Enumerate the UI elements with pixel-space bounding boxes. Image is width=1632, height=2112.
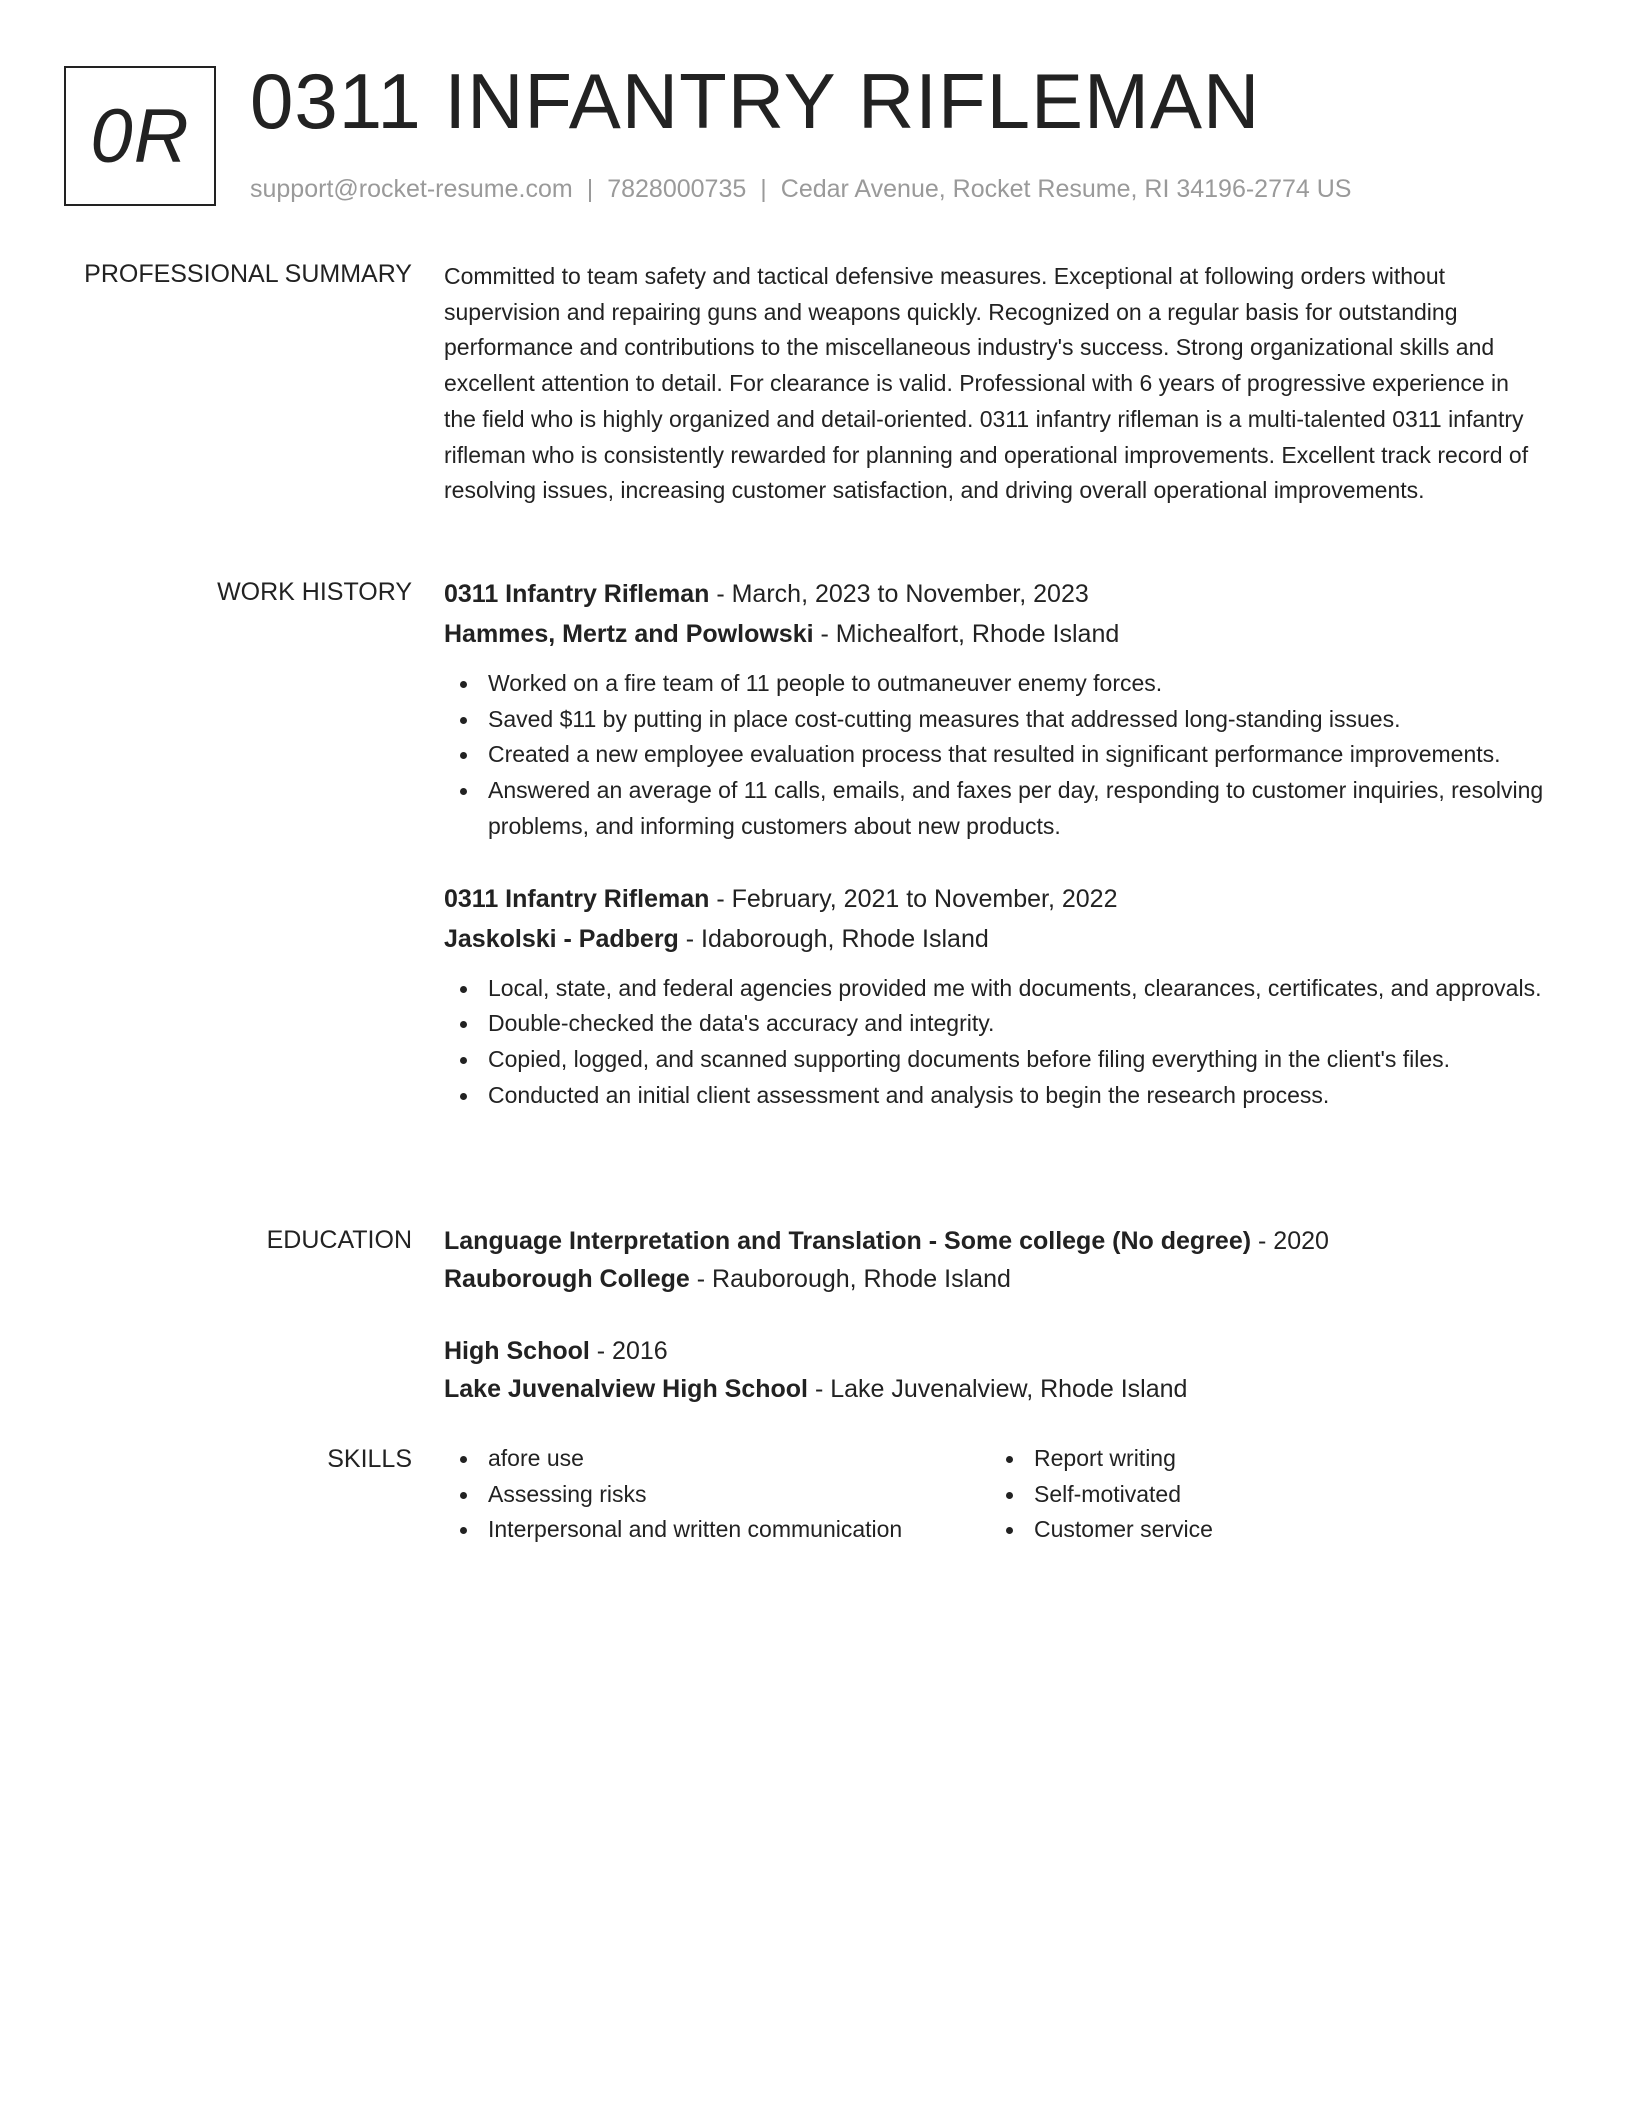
job-title: 0311 Infantry Rifleman bbox=[444, 884, 710, 913]
contact-separator: | bbox=[760, 175, 767, 203]
skill-item: Self-motivated bbox=[1034, 1477, 1213, 1513]
skill-item: Customer service bbox=[1034, 1512, 1213, 1548]
job-title-line bbox=[444, 574, 1544, 614]
skill-item: Assessing risks bbox=[488, 1477, 990, 1513]
education-body bbox=[444, 1222, 1544, 1408]
job-dates: - March, 2023 to November, 2023 bbox=[709, 580, 1089, 608]
section-heading: PROFESSIONAL SUMMARY bbox=[84, 260, 412, 288]
job-company-line bbox=[444, 614, 1544, 654]
skill-item: Interpersonal and written communication bbox=[488, 1512, 990, 1548]
job-entry bbox=[444, 574, 1544, 845]
job-title-line bbox=[444, 879, 1544, 919]
job-company-line bbox=[444, 919, 1544, 959]
contact-address: Cedar Avenue, Rocket Resume, RI 34196-2774 US bbox=[780, 175, 1352, 203]
contact-phone: 7828000735 bbox=[607, 175, 747, 203]
work-history-body bbox=[444, 574, 1544, 1113]
education-school: Lake Juvenalview High School bbox=[444, 1375, 809, 1403]
job-bullet: Local, state, and federal agencies provided me with documents, clearances, certificates, and approvals. bbox=[488, 971, 1544, 1007]
education-school: Rauborough College bbox=[444, 1265, 690, 1293]
education-location: - Rauborough, Rhode Island bbox=[689, 1265, 1011, 1293]
job-company: Jaskolski - Padberg bbox=[444, 924, 679, 953]
skills-list-right bbox=[990, 1441, 1213, 1548]
skill-item: afore use bbox=[488, 1441, 990, 1477]
education-entry bbox=[444, 1332, 1544, 1408]
contact-line bbox=[250, 172, 1351, 206]
job-bullets bbox=[444, 971, 1544, 1114]
education-year: - 2016 bbox=[589, 1337, 668, 1365]
job-bullet: Answered an average of 11 calls, emails, and faxes per day, responding to customer inquiries, resolving problems, and informing customers about new products. bbox=[488, 773, 1544, 844]
job-bullet: Created a new employee evaluation process that resulted in significant performance improvements. bbox=[488, 737, 1544, 773]
education-degree-line bbox=[444, 1332, 1544, 1370]
education-year: - 2020 bbox=[1251, 1227, 1329, 1255]
skill-item: Report writing bbox=[1034, 1441, 1213, 1477]
job-bullet: Double-checked the data's accuracy and integrity. bbox=[488, 1006, 1544, 1042]
job-bullet: Copied, logged, and scanned supporting documents before filing everything in the client's files. bbox=[488, 1042, 1544, 1078]
job-bullet: Saved $11 by putting in place cost-cutting measures that addressed long-standing issues. bbox=[488, 702, 1544, 738]
education-entry bbox=[444, 1222, 1544, 1298]
education-school-line bbox=[444, 1260, 1544, 1298]
skills-list-left bbox=[444, 1441, 990, 1548]
section-heading: WORK HISTORY bbox=[217, 578, 412, 606]
contact-email: support@rocket-resume.com bbox=[250, 175, 573, 203]
summary-text: Committed to team safety and tactical defensive measures. Exceptional at following orders without supervision and repairing guns and weapons quickly. Recognized on a regular basis for outstanding performance and contributions to the miscellaneous industry's success. Strong organizational skills and excellent attention to detail. For clearance is valid. Professional with 6 years of progressive experience in the field who is highly organized and detail-oriented. 0311 infantry rifleman is a multi-talented 0311 infantry rifleman who is consistently rewarded for planning and operational improvements. Excellent track record of resolving issues, increasing customer satisfaction, and driving overall operational improvements. bbox=[444, 263, 1529, 504]
job-bullet: Worked on a fire team of 11 people to outmaneuver enemy forces. bbox=[488, 666, 1544, 702]
candidate-name: 0311 INFANTRY RIFLEMAN bbox=[250, 57, 1261, 145]
education-location: - Lake Juvenalview, Rhode Island bbox=[808, 1375, 1188, 1403]
job-title: 0311 Infantry Rifleman bbox=[444, 580, 710, 608]
summary-body bbox=[444, 259, 1544, 509]
job-bullets bbox=[444, 666, 1544, 845]
job-bullet: Conducted an initial client assessment and analysis to begin the research process. bbox=[488, 1078, 1544, 1114]
education-degree-line bbox=[444, 1222, 1544, 1260]
monogram-logo: 0R bbox=[64, 66, 216, 206]
skills-body bbox=[444, 1441, 1544, 1548]
job-location: - Idaborough, Rhode Island bbox=[678, 924, 989, 953]
job-company: Hammes, Mertz and Powlowski bbox=[444, 620, 814, 648]
education-degree: Language Interpretation and Translation - Some college (No degree) bbox=[444, 1227, 1252, 1255]
skills-columns bbox=[444, 1441, 1544, 1548]
job-entry bbox=[444, 879, 1544, 1114]
section-heading: SKILLS bbox=[327, 1445, 412, 1473]
education-degree: High School bbox=[444, 1337, 590, 1365]
education-school-line bbox=[444, 1370, 1544, 1408]
section-heading: EDUCATION bbox=[266, 1226, 412, 1254]
job-dates: - February, 2021 to November, 2022 bbox=[709, 884, 1118, 913]
contact-separator: | bbox=[586, 175, 594, 203]
job-location: - Michealfort, Rhode Island bbox=[813, 620, 1120, 648]
